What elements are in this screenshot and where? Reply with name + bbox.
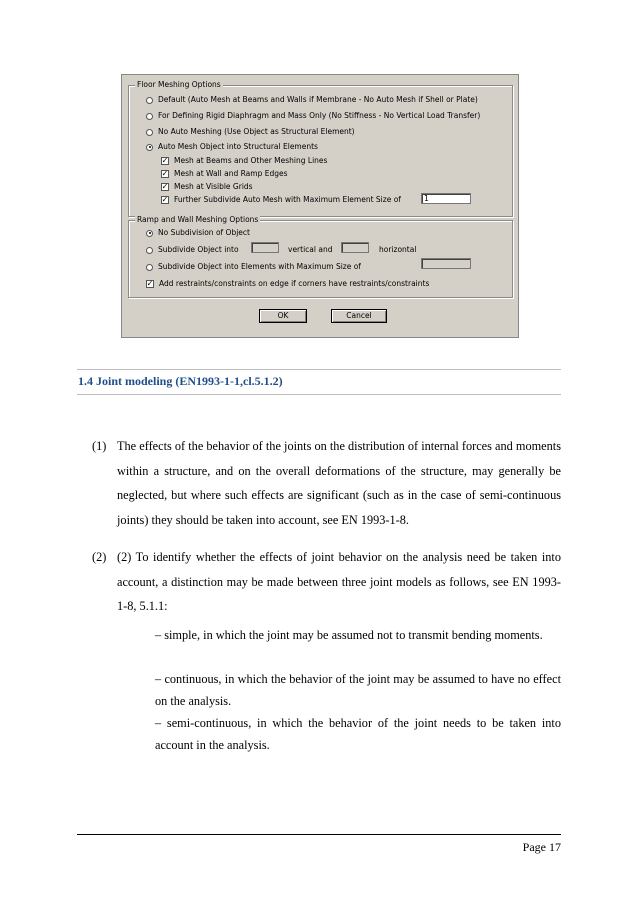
cancel-button[interactable]: Cancel [331,309,387,323]
check-mesh-beams[interactable]: ✓ Mesh at Beams and Other Meshing Lines [161,156,328,165]
checkbox-checked-icon[interactable]: ✓ [161,169,169,178]
heading-top-rule [77,369,561,370]
ramp-option-no-subdivision[interactable]: No Subdivision of Object [146,228,250,238]
ramp-option-subdivide[interactable]: Subdivide Object into [146,245,239,255]
footer-rule [77,834,561,835]
ok-button[interactable]: OK [259,309,307,323]
radio-icon[interactable] [146,97,153,104]
max-element-size-input[interactable]: 1 [421,193,471,204]
radio-selected-icon[interactable] [146,144,153,151]
floor-option-auto-mesh[interactable]: Auto Mesh Object into Structural Elements [146,142,318,152]
bullet-continuous: – continuous, in which the behavior of the joint may be assumed to have no effect on the analysis. [155,672,561,708]
radio-icon[interactable] [146,247,153,254]
radio-icon[interactable] [146,113,153,120]
check-add-restraints[interactable]: ✓ Add restraints/constraints on edge if corners have restraints/constraints [146,279,430,288]
page-number: Page 17 [522,840,561,854]
horizontal-count-input[interactable] [341,242,369,253]
bullet-semi-continuous: – semi-continuous, in which the behavior of the joint needs to be taken into account in the analysis. [155,716,561,752]
ramp-option-max-size[interactable]: Subdivide Object into Elements with Maximum Size of [146,262,361,272]
check-mesh-wall-ramp[interactable]: ✓ Mesh at Wall and Ramp Edges [161,169,288,178]
checkbox-checked-icon[interactable]: ✓ [161,182,169,191]
paragraph-number: (1) [92,439,107,453]
ramp-wall-meshing-title: Ramp and Wall Meshing Options [137,215,259,224]
vertical-label: vertical and [288,245,333,254]
floor-option-no-auto-mesh[interactable]: No Auto Meshing (Use Object as Structural Element) [146,127,355,137]
radio-icon[interactable] [146,264,153,271]
floor-meshing-title: Floor Meshing Options [137,80,221,89]
checkbox-checked-icon[interactable]: ✓ [146,279,154,288]
paragraph-2: (2) To identify whether the effects of joint behavior on the analysis need be taken into account, a distinction may be made between three joint models as follows, see EN 1993-1-8, 5.1.1: [117,550,561,613]
section-title: 1.4 Joint modeling (EN1993-1-1,cl.5.1.2) [78,374,283,388]
ramp-max-size-input[interactable] [421,258,471,269]
meshing-options-dialog [121,74,519,338]
floor-option-rigid-diaphragm[interactable]: For Defining Rigid Diaphragm and Mass Only (No Stiffness - No Vertical Load Transfer) [146,111,480,121]
radio-selected-icon[interactable] [146,230,153,237]
check-mesh-grids[interactable]: ✓ Mesh at Visible Grids [161,182,253,191]
horizontal-label: horizontal [379,245,417,254]
checkbox-checked-icon[interactable]: ✓ [161,195,169,204]
paragraph-1: The effects of the behavior of the joints on the distribution of internal forces and moments within a structure, and on the overall deformations of the structure, may generally be neglected, but where such effects are significant (such as in the case of semi-continuous joints) they should be taken into account, see EN 1993-1-8. [117,439,561,527]
bullet-simple: – simple, in which the joint may be assumed not to transmit bending moments. [155,628,543,642]
heading-bottom-rule [77,394,561,395]
vertical-count-input[interactable] [251,242,279,253]
checkbox-checked-icon[interactable]: ✓ [161,156,169,165]
radio-icon[interactable] [146,129,153,136]
floor-option-default[interactable]: Default (Auto Mesh at Beams and Walls if Membrane - No Auto Mesh if Shell or Plate) [146,95,478,105]
paragraph-number: (2) [92,550,107,564]
check-further-subdivide[interactable]: ✓ Further Subdivide Auto Mesh with Maximum Element Size of [161,195,401,204]
